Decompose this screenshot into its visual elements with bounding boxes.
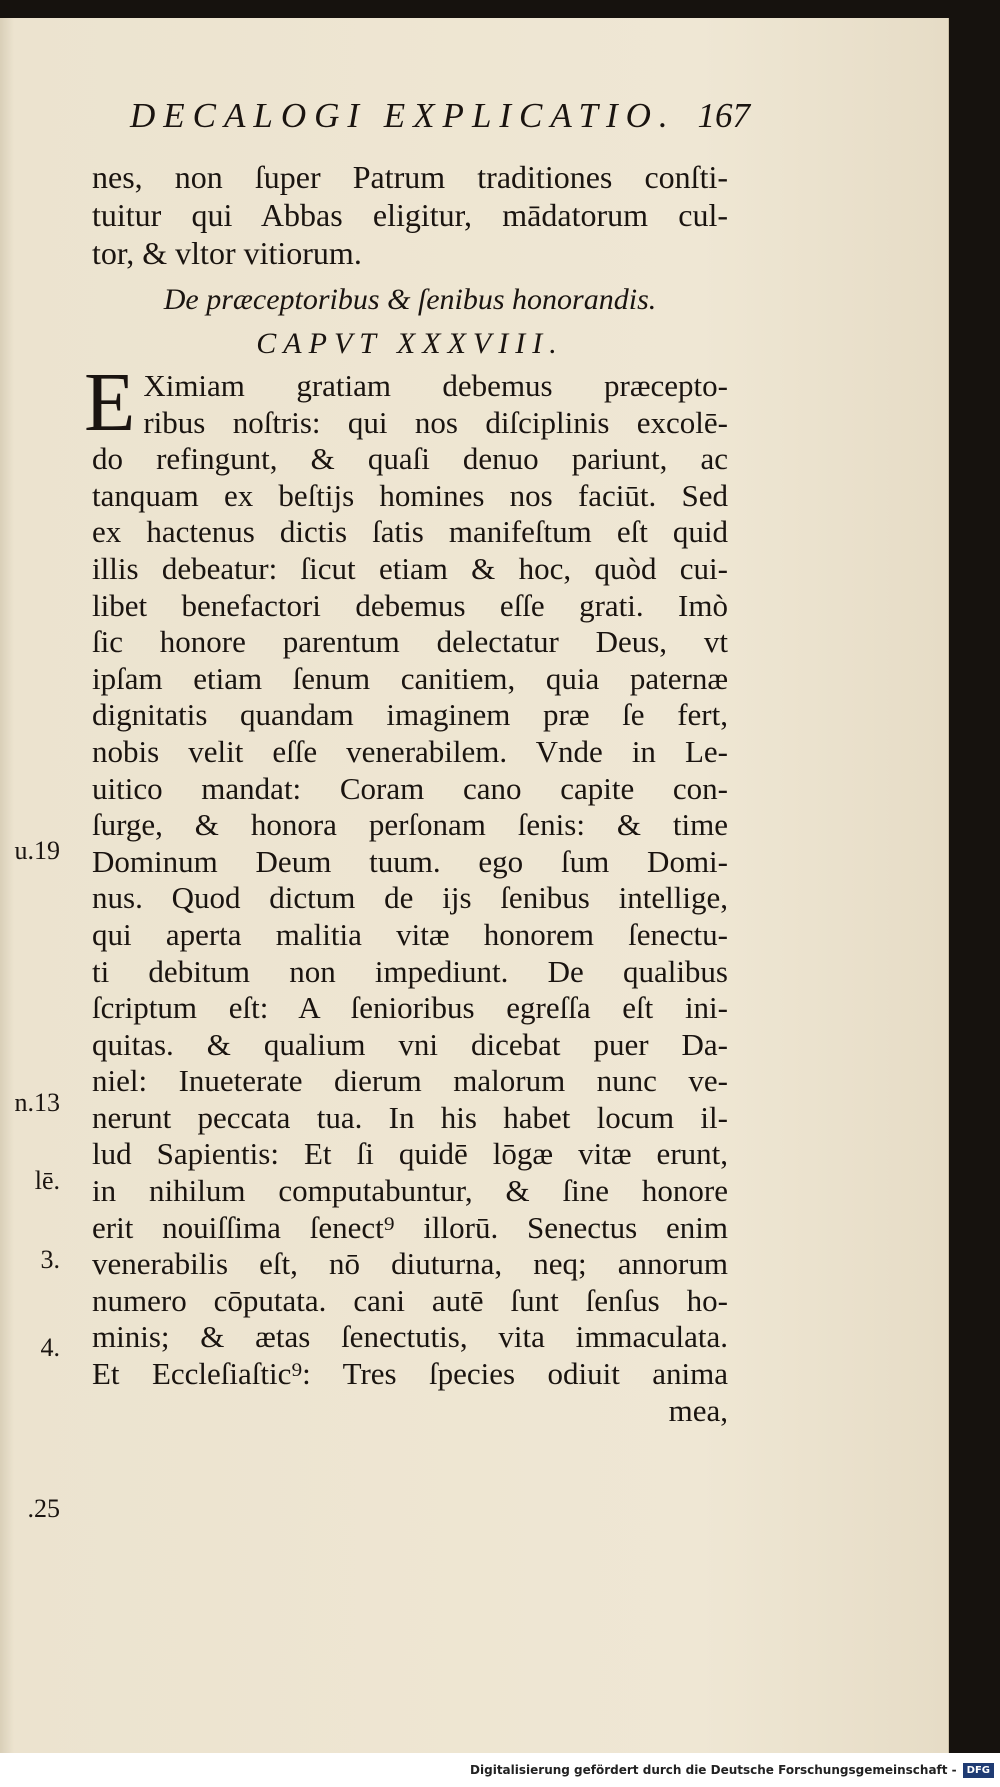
text-line: Dominum Deum tuum. ego ſum Domi- xyxy=(92,843,728,879)
text-line: tanquam ex beſtijs homines nos faciūt. Sed xyxy=(92,477,728,513)
text-line: ti debitum non impediunt. De qualibus xyxy=(92,953,728,989)
text-line: nus. Quod dictum de ijs ſenibus intellige, xyxy=(92,880,728,916)
text-line: ſurge, & honora perſonam ſenis: & time xyxy=(92,807,728,843)
text-line: illis debeatur: ſicut etiam & hoc, quòd cui- xyxy=(92,550,728,586)
funding-credit: Digitalisierung gefördert durch die Deutsche Forschungsgemeinschaft - xyxy=(470,1763,957,1777)
text-line: tuitur qui Abbas eligitur, mādatorum cul- xyxy=(92,197,728,233)
margin-note: 3. xyxy=(40,1245,60,1274)
text-line: nes, non ſuper Patrum traditiones conſti- xyxy=(92,159,728,195)
page-header xyxy=(130,96,750,136)
text-line: lud Sapientis: Et ſi quidē lōgæ vitæ erunt, xyxy=(92,1136,728,1172)
drop-cap: E xyxy=(84,356,136,449)
chapter-title: De præceptoribus & ſenibus honorandis. xyxy=(163,283,657,316)
dfg-logo: DFG xyxy=(963,1763,994,1778)
text-line: ipſam etiam ſenum canitiem, quia paternæ xyxy=(92,660,728,696)
text-block xyxy=(84,158,728,1429)
footer-bar xyxy=(0,1753,1000,1787)
text-line: qui aperta malitia vitæ honorem ſenectu- xyxy=(92,916,728,952)
text-line: ſcriptum eſt: A ſenioribus egreſſa eſt ini- xyxy=(92,990,728,1026)
chapter-number: CAPVT XXXVIII. xyxy=(256,327,564,360)
text-line: erit nouiſſima ſenect⁹ illorū. Senectus enim xyxy=(92,1209,728,1245)
text-line: quitas. & qualium vni dicebat puer Da- xyxy=(92,1026,728,1062)
text-line: Et Eccleſiaſtic⁹: Tres ſpecies odiuit anima xyxy=(92,1356,728,1392)
text-line: libet benefactori debemus eſſe grati. Imò xyxy=(92,587,728,623)
margin-note: lē. xyxy=(34,1166,60,1195)
page-number: 167 xyxy=(697,96,750,135)
text-line: in nihilum computabuntur, & ſine honore xyxy=(92,1173,728,1209)
text-line: ribus noſtris: qui nos diſciplinis excolē- xyxy=(143,404,728,440)
chapter-body xyxy=(84,356,728,1429)
text-line: ex hactenus dictis ſatis manifeſtum eſt quid xyxy=(92,514,728,550)
running-title: DECALOGI EXPLICATIO. xyxy=(130,96,676,135)
margin-note: 4. xyxy=(40,1333,60,1362)
text-line: dignitatis quandam imaginem præ ſe fert, xyxy=(92,697,728,733)
text-line: Ximiam gratiam debemus præcepto- xyxy=(143,368,728,403)
catchword: mea, xyxy=(668,1392,728,1428)
margin-note: n.13 xyxy=(14,1088,60,1117)
text-line: nerunt peccata tua. In his habet locum il- xyxy=(92,1099,728,1135)
text-line: nobis velit eſſe venerabilem. Vnde in Le- xyxy=(92,733,728,769)
margin-note: u.19 xyxy=(14,836,60,865)
text-line: tor, & vltor vitiorum. xyxy=(92,235,362,271)
text-line: minis; & ætas ſenectutis, vita immaculata. xyxy=(92,1319,728,1355)
book-page xyxy=(0,18,949,1753)
text-line: ſic honore parentum delectatur Deus, vt xyxy=(92,624,728,660)
text-line: venerabilis eſt, nō diuturna, neq; annorum xyxy=(92,1246,728,1282)
margin-notes xyxy=(0,0,70,1787)
text-line: niel: Inueterate dierum malorum nunc ve- xyxy=(92,1063,728,1099)
text-line: do refingunt, & quaſi denuo pariunt, ac xyxy=(92,441,728,477)
text-line: numero cōputata. cani autē ſunt ſenſus ho- xyxy=(92,1282,728,1318)
text-line: uitico mandat: Coram cano capite con- xyxy=(92,770,728,806)
margin-note: .25 xyxy=(27,1494,60,1523)
